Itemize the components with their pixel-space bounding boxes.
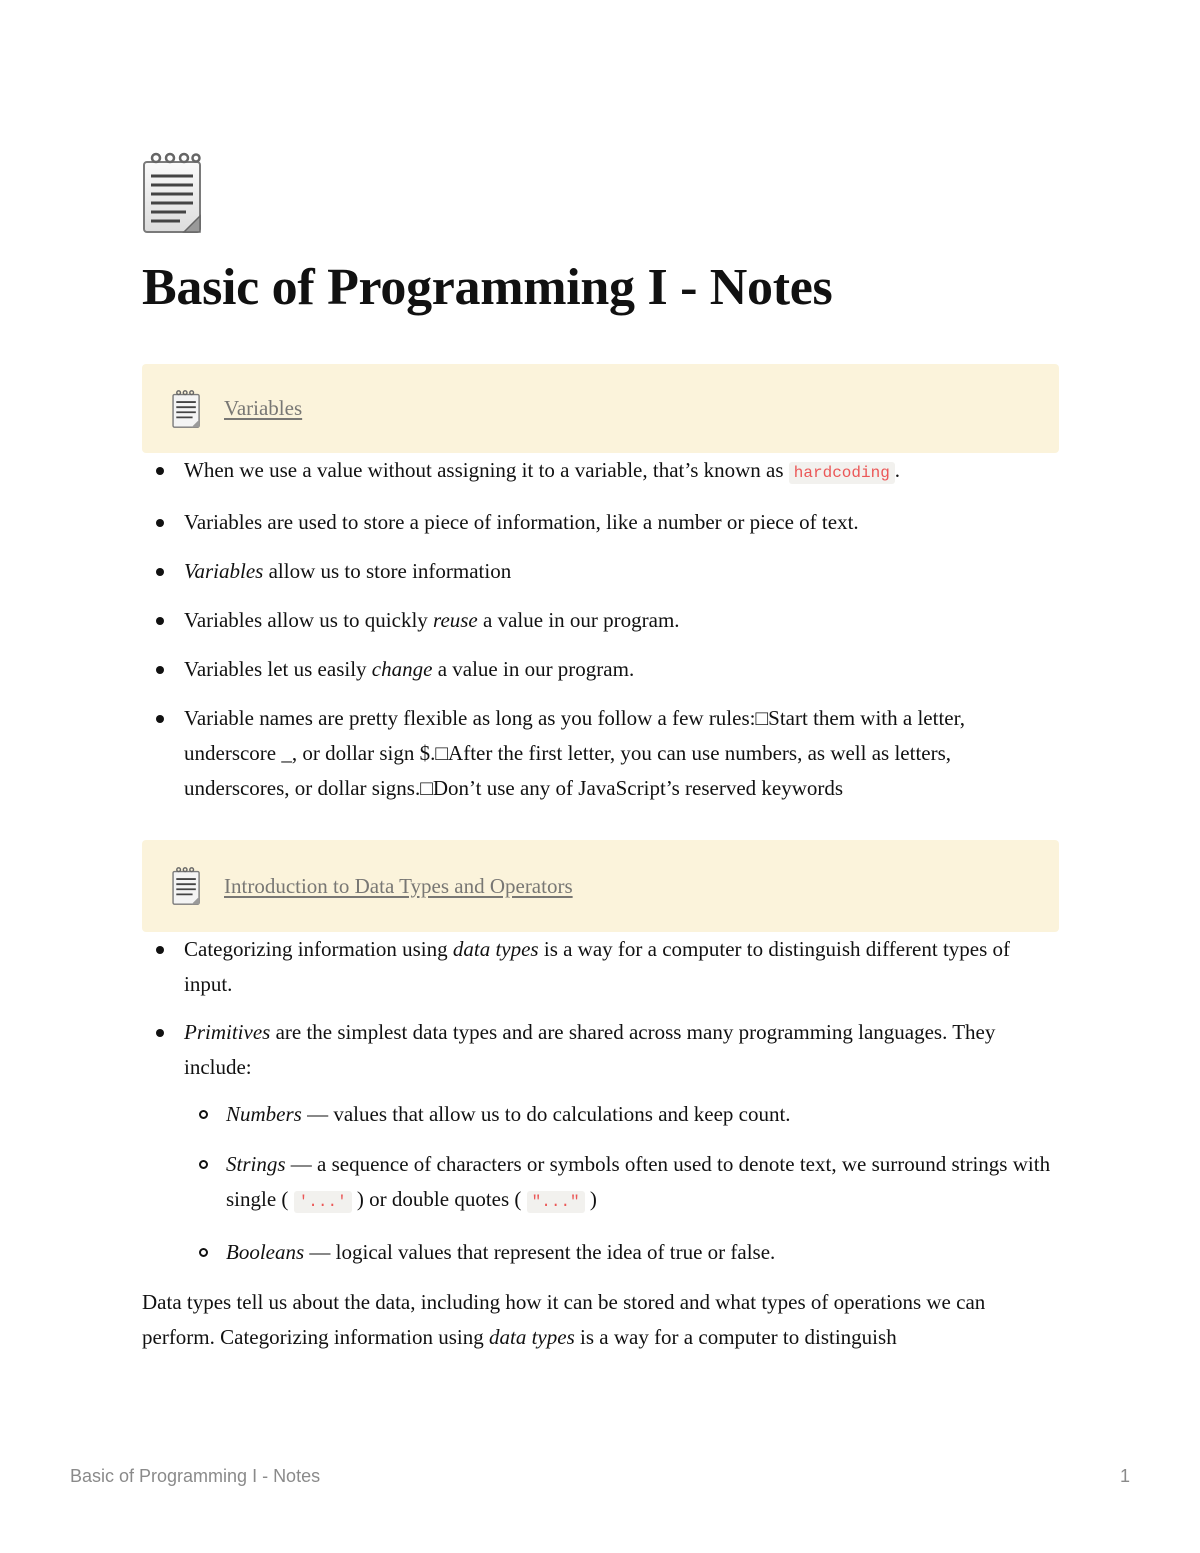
bullet-text: ) <box>584 1187 597 1211</box>
bullet-text: Variables allow us to quickly <box>184 608 434 632</box>
emphasis-text: data types <box>489 1325 575 1349</box>
list-item <box>142 1235 1059 1270</box>
inline-code: '...' <box>294 1191 352 1213</box>
variables-link[interactable]: Variables <box>224 396 303 420</box>
bullet-text: Variables let us easily <box>184 657 372 681</box>
list-item <box>142 701 1059 806</box>
data-types-paragraph <box>142 1285 1059 1355</box>
notepad-icon <box>172 389 202 429</box>
bullet-text: Variable names are pretty flexible as long as you follow a few rules:□Start them with a letter, underscore _, or dollar sign $.□After the first letter, you can use numbers, as well as letters, underscores, or dollar signs.□Don’t use any of JavaScript’s reserved keywords <box>184 706 966 800</box>
bullet-text: — values that allow us to do calculations and keep count. <box>301 1102 791 1126</box>
paragraph-text: is a way for a computer to distinguish <box>574 1325 897 1349</box>
list-item <box>142 652 1059 687</box>
page-title: Basic of Programming I - Notes <box>142 259 833 316</box>
notepad-icon <box>142 150 206 236</box>
list-item <box>142 554 1059 589</box>
emphasis-text: data types <box>452 937 539 961</box>
bullet-text: . <box>894 458 901 482</box>
notepad-icon <box>172 866 202 906</box>
emphasis-text: Numbers <box>226 1102 302 1126</box>
bullet-text: Categorizing information using <box>184 937 453 961</box>
callout-variables <box>142 364 1059 453</box>
emphasis-text: Variables <box>184 559 264 583</box>
data-types-link[interactable]: Introduction to Data Types and Operators <box>224 873 573 898</box>
list-item <box>142 1097 1059 1132</box>
bullet-text: ) or double quotes ( <box>351 1187 527 1211</box>
list-item <box>142 1015 1059 1270</box>
emphasis-text: reuse <box>433 608 478 632</box>
variables-bullet-list <box>142 453 1059 806</box>
bullet-text: Variables are used to store a piece of information, like a number or piece of text. <box>184 510 859 534</box>
data-types-bullet-list <box>142 932 1059 1270</box>
footer-document-title: Basic of Programming I - Notes <box>70 1466 321 1486</box>
bullet-text: allow us to store information <box>263 559 512 583</box>
bullet-text: are the simplest data types and are shared across many programming languages. They include: <box>184 1020 996 1079</box>
list-item <box>142 505 1059 540</box>
primitives-sub-list <box>142 1097 1059 1270</box>
footer-page-number: 1 <box>1119 1466 1130 1486</box>
emphasis-text: Primitives <box>184 1020 271 1044</box>
bullet-text: When we use a value without assigning it to a variable, that’s known as <box>184 458 789 482</box>
list-item <box>142 603 1059 638</box>
bullet-text: — logical values that represent the idea of true or false. <box>304 1240 776 1264</box>
document-page <box>142 150 1059 1355</box>
paragraph-text: Data types tell us about the data, including how it can be stored and what types of operations we can perform. Categorizing information using <box>142 1290 986 1349</box>
list-item <box>142 932 1059 1002</box>
bullet-text: is a way for a computer to distinguish different types of input. <box>184 937 1011 996</box>
bullet-text: a value in our program. <box>477 608 680 632</box>
inline-code: "..." <box>527 1191 585 1213</box>
list-item <box>142 1147 1059 1220</box>
list-item <box>142 453 1059 491</box>
emphasis-text: change <box>371 657 433 681</box>
emphasis-text: Strings <box>226 1152 286 1176</box>
callout-data-types <box>142 840 1059 932</box>
emphasis-text: Booleans <box>226 1240 305 1264</box>
bullet-text: a value in our program. <box>432 657 635 681</box>
bullet-text: — a sequence of characters or symbols often used to denote text, we surround strings with single ( <box>226 1152 1051 1211</box>
inline-code: hardcoding <box>789 462 895 484</box>
